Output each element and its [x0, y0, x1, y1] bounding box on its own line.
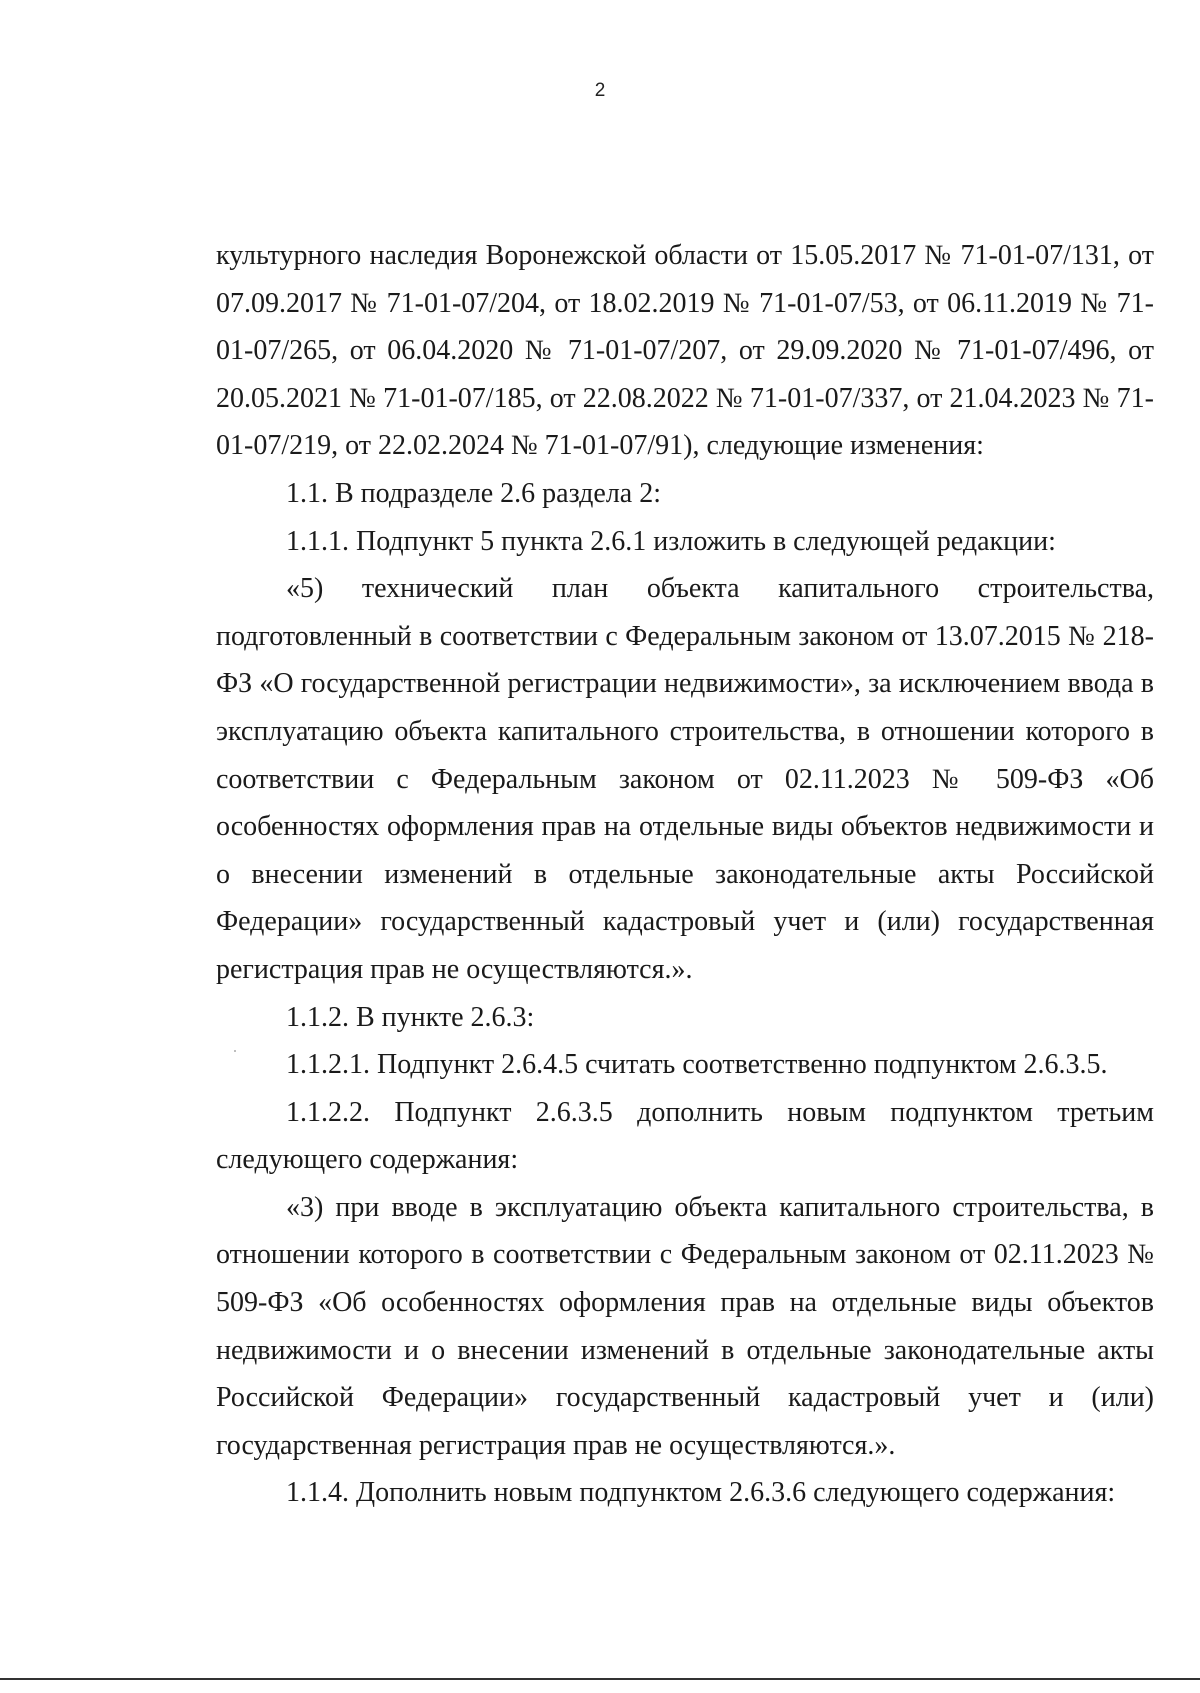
page-number: 2 — [594, 80, 606, 101]
scan-speck — [234, 1050, 236, 1052]
paragraph-item-1-1: 1.1. В подразделе 2.6 раздела 2: — [286, 477, 661, 509]
paragraph-quote-subitem-5: «5) технический план объекта капитального строительства, подготовленный в соответствии с Федеральным законом от 13.07.2015 № 218-ФЗ «О государственной регистрации недвижимости», за исключением ввода в эксплуатацию объекта капитального строительства, в отношении которого в соответствии с Федеральным законом от 02.11.2023 № 509-ФЗ «Об особенностях оформления прав на отдельные виды объектов недвижимости и о внесении изменений в отдельные законодательные акты Российской Федерации» государственный кадастровый учет и (или) государственная регистрация прав не осуществляются.». — [216, 573, 1154, 985]
paragraph-item-1-1-4: 1.1.4. Дополнить новым подпунктом 2.6.3.6 следующего содержания: — [286, 1477, 1116, 1509]
paragraph-item-1-1-2-2: 1.1.2.2. Подпункт 2.6.3.5 дополнить новым подпунктом третьим следующего содержания: — [216, 1096, 1154, 1176]
paragraph-continuation: культурного наследия Воронежской области от 15.05.2017 № 71-01-07/131, от 07.09.2017 № 71-01-07/204, от 18.02.2019 № 71-01-07/53, от 06.11.2019 № 71-01-07/265, от 06.04.2020 № 71-01-07/207, от 29.09.2020 № 71-01-07/496, от 20.05.2021 № 71-01-07/185, от 22.08.2022 № 71-01-07/337, от 21.04.2023 № 71-01-07/219, от 22.02.2024 № 71-01-07/91), следующие изменения: — [216, 240, 1154, 462]
paragraph-item-1-1-2: 1.1.2. В пункте 2.6.3: — [286, 1001, 535, 1033]
paragraph-item-1-1-1: 1.1.1. Подпункт 5 пункта 2.6.1 изложить в следующей редакции: — [286, 525, 1056, 557]
page-bottom-rule — [0, 1678, 1200, 1680]
document-body — [216, 232, 1154, 1517]
paragraph-item-1-1-2-1: 1.1.2.1. Подпункт 2.6.4.5 считать соответственно подпунктом 2.6.3.5. — [286, 1049, 1108, 1081]
paragraph-quote-subitem-3: «3) при вводе в эксплуатацию объекта капитального строительства, в отношении которого в соответствии с Федеральным законом от 02.11.2023 № 509-ФЗ «Об особенностях оформления прав на отдельные виды объектов недвижимости и о внесении изменений в отдельные законодательные акты Российской Федерации» государственный кадастровый учет и (или) государственная регистрация прав не осуществляются.». — [216, 1191, 1154, 1461]
